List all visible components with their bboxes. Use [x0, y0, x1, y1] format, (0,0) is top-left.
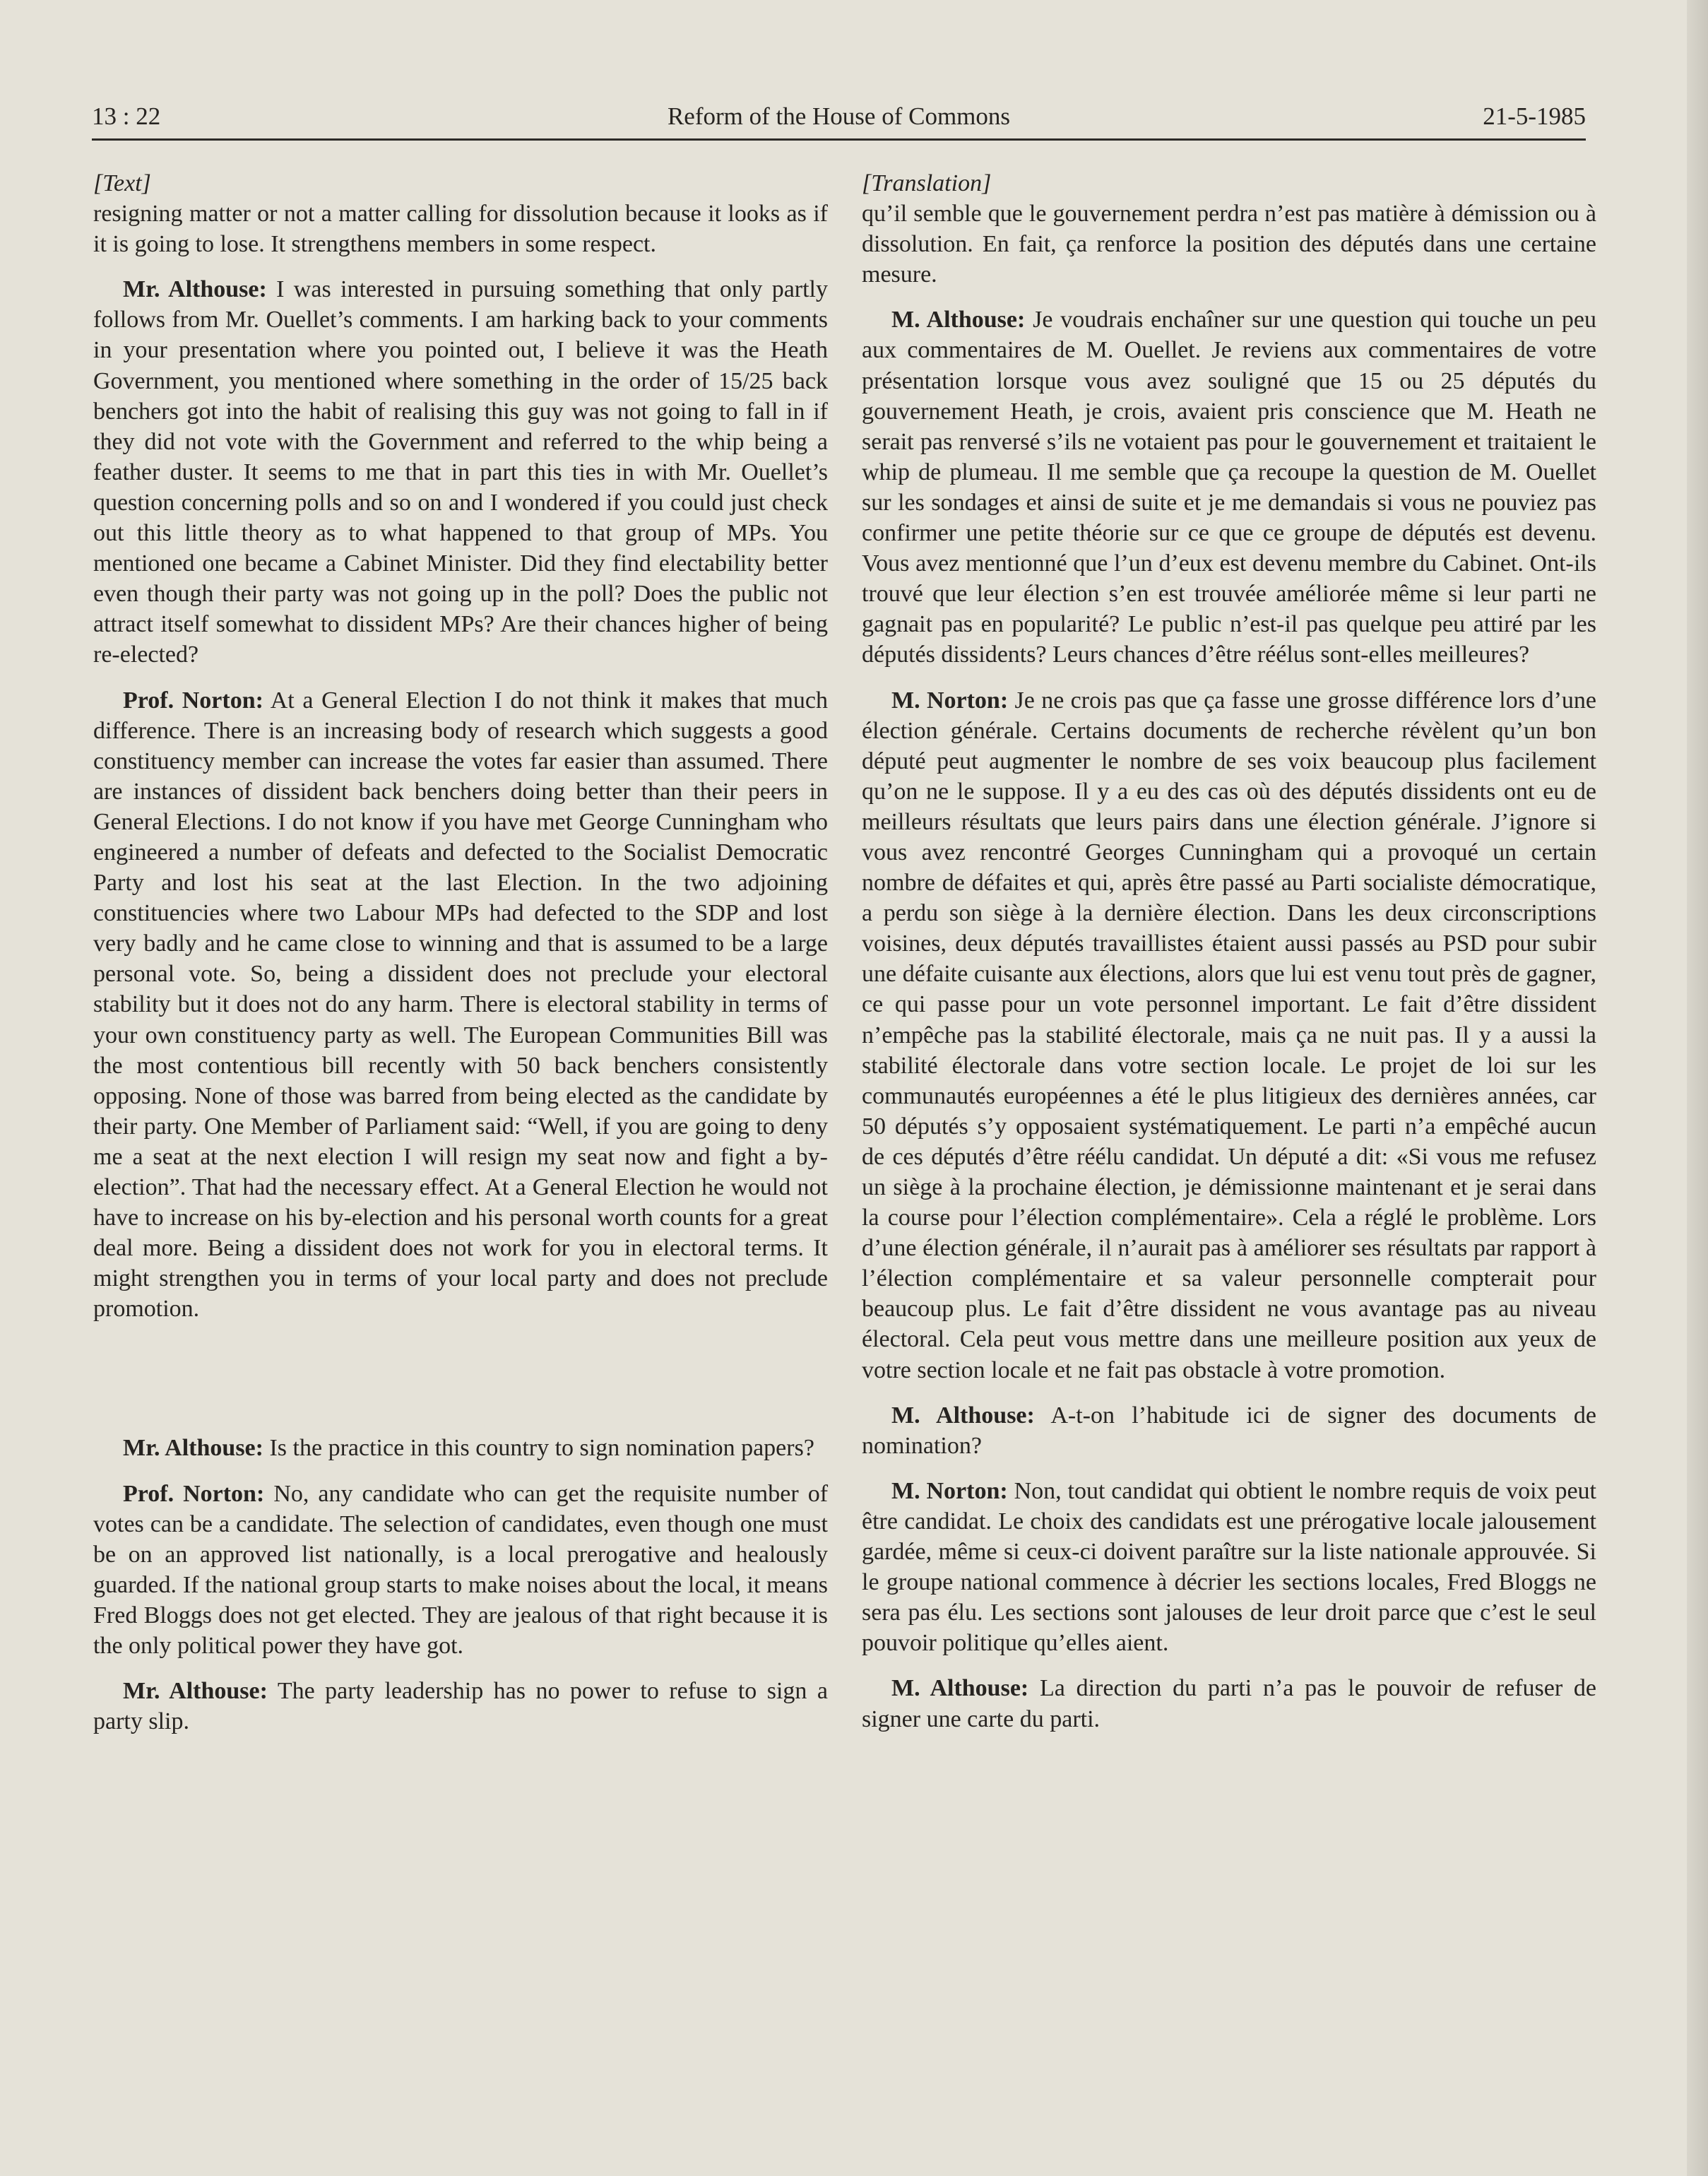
english-column [93, 168, 828, 1737]
speaker-name: Prof. Norton: [123, 687, 263, 714]
paragraph [93, 1433, 828, 1463]
speech-text: Je voudrais enchaîner sur une question qui touche un peu aux commentaires de M. Ouellet. Je reviens aux commentaires de votre présentation lorsque vous avez souligné que 15 ou 25 députés du gouvernement Heath, je crois, avaient pris conscience que M. Heath ne serait pas renversé s’ils ne votaient pas pour le gouvernement et traitaient le whip de plumeau. Il me semble que ça recoupe la question de M. Ouellet sur les sondages et ainsi de suite et je me demandais si vous ne pouviez pas confirmer une petite théorie sur ce que ce groupe de députés est devenu. Vous avez mentionné que l’un d’eux est devenu membre du Cabinet. Ont-ils trouvé que leur élection s’en est trouvée améliorée même si leur parti ne gagnait pas en popularité? Le public n’est-il pas quelque peu attiré par les députés dissidents? Leurs chances d’être réélus sont-elles meilleures? [862, 307, 1596, 668]
speech-text: Is the practice in this country to sign nomination papers? [269, 1435, 814, 1462]
paragraph [93, 1676, 828, 1737]
text-marker: [Text] [93, 170, 151, 196]
page-number: 13 : 22 [92, 102, 161, 130]
page-date: 21-5-1985 [1483, 102, 1586, 130]
page-header [92, 96, 1586, 141]
speech-text: La direction du parti n’a pas le pouvoir de refuser de signer une carte du parti. [862, 1675, 1597, 1732]
paragraph [93, 274, 828, 670]
speaker-name: M. Althouse: [891, 307, 1026, 333]
paragraph [93, 685, 828, 1325]
speaker-name: Mr. Althouse: [123, 1435, 263, 1462]
paragraph [862, 685, 1596, 1385]
translation-marker: [Translation] [862, 170, 992, 196]
speaker-name: Mr. Althouse: [123, 276, 267, 303]
paragraph [862, 1673, 1596, 1734]
speech-text: Non, tout candidat qui obtient le nombre requis de voix peut être candidat. Le choix des candidats est une prérogative locale jalousement gardée, même si ceux-ci doivent paraître sur la liste nationale approuvée. Si le groupe national commence à décrier les sections locales, Fred Bloggs ne sera pas élu. Les sections sont jalouses de leur droit parce que c’est le seul pouvoir politique qu’elles aient. [862, 1477, 1596, 1657]
speech-text: Je ne crois pas que ça fasse une grosse différence lors d’une élection générale. Certains documents de recherche révèlent qu’un bon député peut augmenter le nombre de ses voix beaucoup plus facilement qu’on ne le suppose. Il y a eu des cas où des députés dissidents ont eu de meilleurs résultats que leurs pairs dans une élection générale. J’ignore si vous avez rencontré Georges Cunningham qui a provoqué un certain nombre de défaites et qui, après être passé au Parti socialiste démocratique, a perdu son siège à la dernière élection. Dans les deux circonscriptions voisines, deux députés travaillistes étaient aussi passés au PSD pour subir une défaite cuisante aux élections, alors que lui est venu tout près de gagner, ce qui passe pour un vote personnel important. Le fait d’être dissident n’empêche pas la stabilité électorale, mais ça ne nuit pas. Il y a aussi la stabilité électorale dans votre section locale. Le projet de loi sur les communautés européennes a été le plus litigieux des dernières années, car 50 députés s’y opposaient systématiquement. Le parti n’a empêché aucun de ces députés d’être réélu candidat. Un député a dit: «Si vous me refusez un siège à la prochaine élection, je démissionne maintenant et je serai dans la course pour l’élection complémentaire». Cela a réglé le problème. Lors d’une élection générale, il n’aurait pas à améliorer ses résultats par rapport à l’élection complémentaire et sa valeur personnelle compterait pour beaucoup plus. Le fait d’être dissident ne vous avantage pas au niveau électoral. Cela peut vous mettre dans une meilleure position aux yeux de votre section locale et ne fait pas obstacle à votre promotion. [862, 687, 1597, 1383]
paragraph [862, 1476, 1596, 1659]
speaker-name: M. Norton: [891, 687, 1009, 714]
continued-paragraph: resigning matter or not a matter calling for dissolution because it looks as if it is going to lose. It strengthens members in some respect. [93, 201, 828, 258]
speech-text: The party leadership has no power to refuse to sign a party slip. [93, 1678, 828, 1735]
speech-text: At a General Election I do not think it makes that much difference. There is an increasing body of research which suggests a good constituency member can increase the votes far easier than assumed. There are instances of dissident back benchers doing better than their peers in General Elections. I do not know if you have met George Cunningham who engineered a number of defeats and defected to the Socialist Democratic Party and lost his seat at the last Election. In the two adjoining constituencies where two Labour MPs had defected to the SDP and lost very badly and he came close to winning and that is assumed to be a large personal vote. So, being a dissident does not preclude your electoral stability but it does not do any harm. There is electoral stability in terms of your own constituency party as well. The European Communities Bill was the most contentious bill recently with 50 back benchers consistently opposing. None of those was barred from being elected as the candidate by their party. One Member of Parliament said: “Well, if you are going to deny me a seat at the next election I will resign my seat now and fight a by-election”. That had the necessary effect. At a General Election he would not have to increase on his by-election and his personal worth counts for a great deal more. Being a dissident does not work for you in electoral terms. It might strengthen you in terms of your local party and does not preclude promotion. [93, 687, 828, 1323]
speaker-name: M. Norton: [891, 1477, 1008, 1504]
page-edge-shadow [1687, 0, 1708, 2176]
paragraph [862, 1400, 1596, 1461]
column-gap [93, 1324, 828, 1418]
speech-text: No, any candidate who can get the requisite number of votes can be a candidate. The selection of candidates, even though one must be on an approved list nationally, is a local prerogative and healously guarded. If the national group starts to make noises about the local, it means Fred Bloggs does not get elected. They are jealous of that right because it is the only political power they have got. [93, 1480, 829, 1660]
speaker-name: Mr. Althouse: [123, 1678, 268, 1705]
continued-paragraph: qu’il semble que le gouvernement perdra n’est pas matière à démission ou à dissolution. En fait, ça renforce la position des députés dans une certaine mesure. [862, 201, 1596, 288]
speaker-name: M. Althouse: [891, 1402, 1035, 1429]
paragraph [93, 1479, 828, 1662]
speaker-name: M. Althouse: [891, 1675, 1029, 1702]
speech-text: I was interested in pursuing something that only partly follows from Mr. Ouellet’s comments. I am harking back to your comments in your presentation where you pointed out, I believe it was the Heath Government, you mentioned where something in the order of 15/25 back benchers got into the habit of realising this guy was not going to fall in if they did not vote with the Government and referred to the whip being a feather duster. It seems to me that in part this ties in with Mr. Ouellet’s question concerning polls and so on and I wondered if you could just check out this little theory as to what happened to that group of MPs. You mentioned one became a Cabinet Minister. Did they find electability better even though their party was not going up in the poll? Does the public not attract itself somewhat to dissident MPs? Are their chances higher of being re-elected? [93, 276, 828, 668]
paragraph [862, 304, 1596, 670]
french-column [862, 168, 1596, 1734]
speaker-name: Prof. Norton: [123, 1480, 265, 1507]
speech-text: A-t-on l’habitude ici de signer des documents de nomination? [862, 1402, 1597, 1459]
running-title: Reform of the House of Commons [667, 102, 1011, 130]
